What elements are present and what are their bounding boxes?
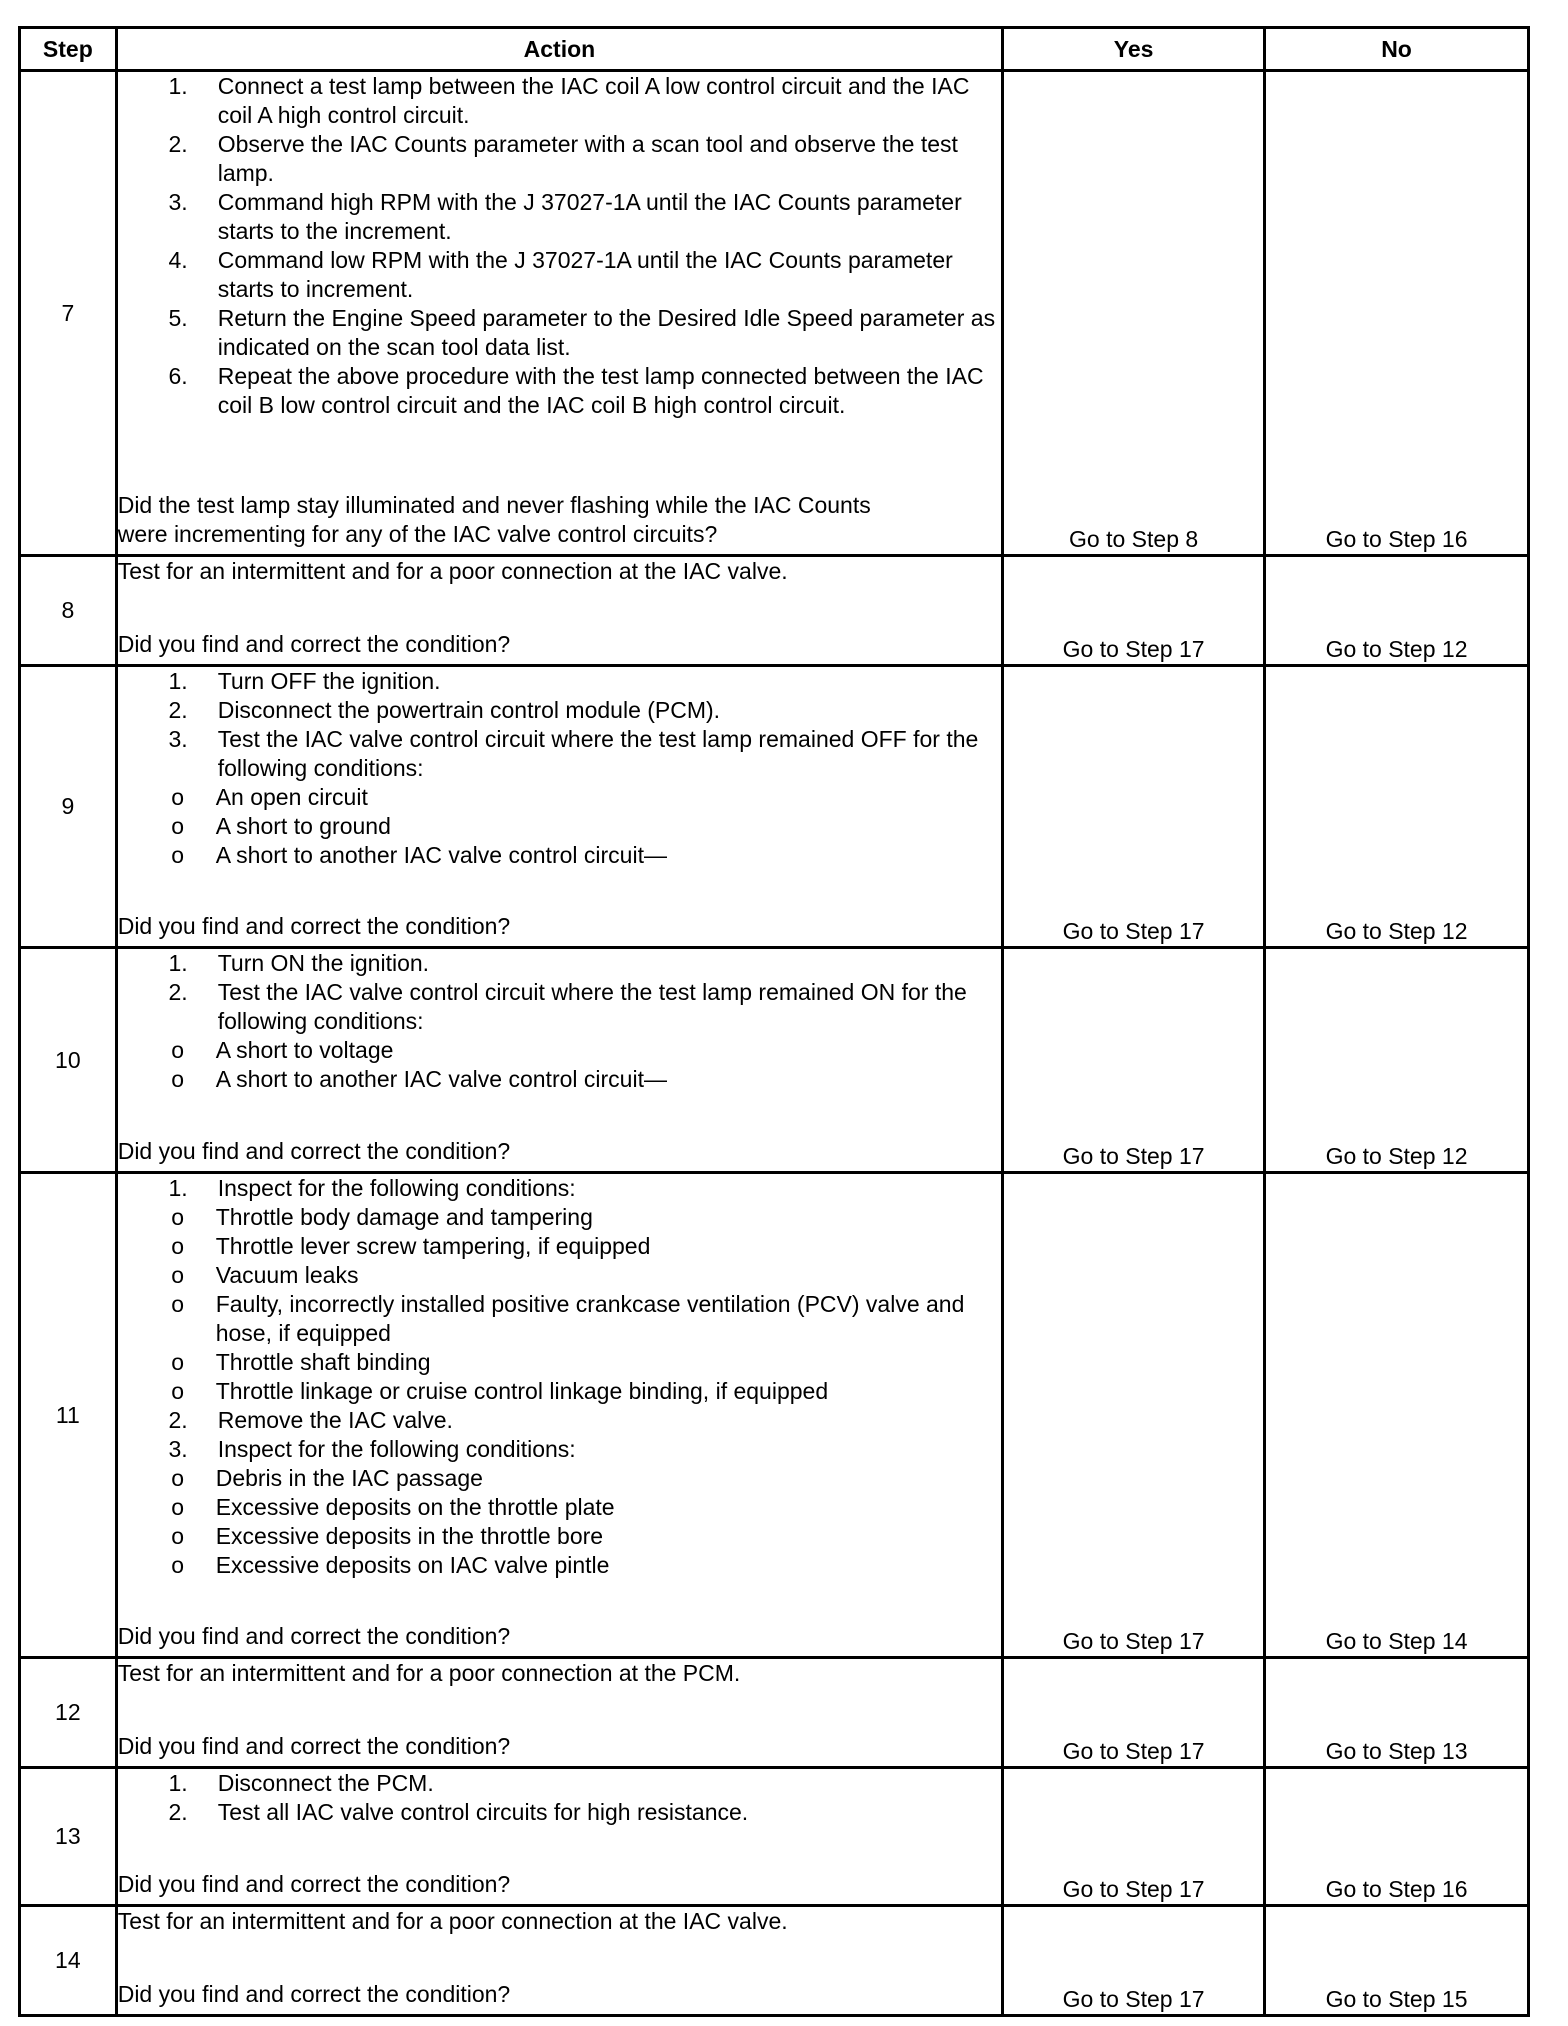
- step-number: 10: [20, 948, 117, 1173]
- condition-list: [118, 1036, 1001, 1094]
- procedure-text: Command high RPM with the J 37027-1A until the IAC Counts parameter starts to the increment.: [217, 189, 962, 244]
- question-text: Did you find and correct the condition?: [117, 1871, 511, 1897]
- question-text: Did you find and correct the condition?: [117, 1138, 511, 1164]
- condition-item: [118, 1377, 1001, 1406]
- procedure-item: [118, 667, 1001, 696]
- procedure-number: 5.: [168, 305, 188, 331]
- condition-text: Throttle shaft binding: [215, 1349, 431, 1375]
- yes-result: Go to Step 8: [1003, 71, 1265, 556]
- procedure-number: 1.: [168, 1770, 188, 1796]
- question-text: Did you find and correct the condition?: [117, 631, 511, 657]
- condition-item: [118, 1065, 1001, 1094]
- bullet-circle-icon: o: [171, 1291, 185, 1317]
- yes-result: Go to Step 17: [1003, 666, 1265, 948]
- yes-result: Go to Step 17: [1003, 1173, 1265, 1658]
- no-result: Go to Step 16: [1265, 71, 1529, 556]
- procedure-text: Repeat the above procedure with the test lamp connected between the IAC coil B low control circuit and the IAC coil B high control circuit.: [217, 363, 984, 418]
- procedure-item: [118, 1174, 1001, 1203]
- procedure-item: [118, 304, 1001, 362]
- condition-list: [118, 1203, 1001, 1406]
- bullet-circle-icon: o: [171, 1037, 185, 1063]
- table-row: [20, 1906, 1529, 2016]
- action-cell: [116, 1906, 1002, 2016]
- bullet-circle-icon: o: [171, 842, 185, 868]
- bullet-circle-icon: o: [171, 1204, 185, 1230]
- no-result: Go to Step 15: [1265, 1906, 1529, 2016]
- yes-result: Go to Step 17: [1003, 1906, 1265, 2016]
- step-number: 8: [20, 556, 117, 666]
- procedure-number: 1.: [168, 668, 188, 694]
- table-row: [20, 556, 1529, 666]
- condition-item: [118, 1522, 1001, 1551]
- no-result: Go to Step 12: [1265, 948, 1529, 1173]
- procedure-list: [118, 1769, 1001, 1827]
- no-result: Go to Step 14: [1265, 1173, 1529, 1658]
- condition-item: [118, 812, 1001, 841]
- condition-text: Excessive deposits in the throttle bore: [215, 1523, 604, 1549]
- condition-text: Throttle linkage or cruise control linkage binding, if equipped: [215, 1378, 829, 1404]
- question-text: Did you find and correct the condition?: [117, 1981, 511, 2007]
- procedure-item: [118, 1769, 1001, 1798]
- procedure-number: 1.: [168, 1175, 188, 1201]
- no-result: Go to Step 12: [1265, 666, 1529, 948]
- condition-item: [118, 1203, 1001, 1232]
- step-number: 12: [20, 1658, 117, 1768]
- condition-text: Debris in the IAC passage: [215, 1465, 483, 1491]
- bullet-circle-icon: o: [171, 1523, 185, 1549]
- procedure-item: [118, 188, 1001, 246]
- condition-text: A short to another IAC valve control circuit—: [215, 842, 667, 868]
- condition-text: A short to voltage: [215, 1037, 394, 1063]
- header-yes: Yes: [1003, 28, 1265, 71]
- condition-text: Excessive deposits on IAC valve pintle: [215, 1552, 610, 1578]
- header-no: No: [1265, 28, 1529, 71]
- bullet-circle-icon: o: [171, 1465, 185, 1491]
- table-row: [20, 1768, 1529, 1906]
- step-number: 13: [20, 1768, 117, 1906]
- action-intro: Test for an intermittent and for a poor connection at the IAC valve.: [117, 558, 788, 584]
- bullet-circle-icon: o: [171, 1552, 185, 1578]
- procedure-item: [118, 362, 1001, 420]
- action-cell: [116, 1658, 1002, 1768]
- procedure-number: 2.: [168, 1799, 188, 1825]
- condition-item: [118, 783, 1001, 812]
- bullet-circle-icon: o: [171, 1349, 185, 1375]
- yes-result: Go to Step 17: [1003, 1768, 1265, 1906]
- procedure-list: [118, 667, 1001, 870]
- procedure-text: Disconnect the PCM.: [217, 1770, 434, 1796]
- action-cell: [116, 1768, 1002, 1906]
- step-number: 7: [20, 71, 117, 556]
- condition-item: [118, 1348, 1001, 1377]
- procedure-text: Connect a test lamp between the IAC coil A low control circuit and the IAC coil A high control circuit.: [217, 73, 970, 128]
- procedure-text: Test the IAC valve control circuit where the test lamp remained OFF for the following conditions:: [217, 726, 979, 781]
- table-row: [20, 1173, 1529, 1658]
- procedure-list: [118, 1174, 1001, 1580]
- procedure-text: Command low RPM with the J 37027-1A until the IAC Counts parameter starts to increment.: [217, 247, 953, 302]
- procedure-text: Inspect for the following conditions:: [217, 1175, 576, 1201]
- procedure-text: Remove the IAC valve.: [217, 1407, 453, 1433]
- yes-result: Go to Step 17: [1003, 1658, 1265, 1768]
- procedure-text: Return the Engine Speed parameter to the Desired Idle Speed parameter as indicated on the scan tool data list.: [217, 305, 996, 360]
- step-number: 9: [20, 666, 117, 948]
- action-cell: [116, 666, 1002, 948]
- procedure-item: [118, 1406, 1001, 1435]
- procedure-number: 1.: [168, 73, 188, 99]
- table-row: [20, 948, 1529, 1173]
- condition-item: [118, 1036, 1001, 1065]
- bullet-circle-icon: o: [171, 1066, 185, 1092]
- action-cell: [116, 948, 1002, 1173]
- condition-text: A short to another IAC valve control circuit—: [215, 1066, 667, 1092]
- procedure-item: [118, 1798, 1001, 1827]
- condition-item: [118, 841, 1001, 870]
- procedure-text: Turn OFF the ignition.: [217, 668, 441, 694]
- condition-list: [118, 1464, 1001, 1580]
- bullet-circle-icon: o: [171, 1262, 185, 1288]
- procedure-number: 3.: [168, 1436, 188, 1462]
- procedure-item: [118, 130, 1001, 188]
- procedure-item: [118, 725, 1001, 783]
- step-number: 14: [20, 1906, 117, 2016]
- table-row: [20, 666, 1529, 948]
- condition-item: [118, 1290, 1001, 1348]
- question-text: Did you find and correct the condition?: [117, 913, 511, 939]
- no-result: Go to Step 12: [1265, 556, 1529, 666]
- no-result: Go to Step 16: [1265, 1768, 1529, 1906]
- procedure-number: 2.: [168, 697, 188, 723]
- procedure-number: 1.: [168, 950, 188, 976]
- header-step: Step: [20, 28, 117, 71]
- condition-text: Vacuum leaks: [215, 1262, 359, 1288]
- procedure-item: [118, 978, 1001, 1036]
- procedure-item: [118, 72, 1001, 130]
- procedure-item: [118, 246, 1001, 304]
- condition-item: [118, 1464, 1001, 1493]
- step-number: 11: [20, 1173, 117, 1658]
- condition-text: Throttle lever screw tampering, if equipped: [215, 1233, 651, 1259]
- bullet-circle-icon: o: [171, 813, 185, 839]
- condition-item: [118, 1232, 1001, 1261]
- table-row: [20, 71, 1529, 556]
- procedure-item: [118, 949, 1001, 978]
- yes-result: Go to Step 17: [1003, 948, 1265, 1173]
- table-row: [20, 1658, 1529, 1768]
- bullet-circle-icon: o: [171, 1378, 185, 1404]
- procedure-text: Observe the IAC Counts parameter with a scan tool and observe the test lamp.: [217, 131, 958, 186]
- procedure-item: [118, 696, 1001, 725]
- procedure-list: [118, 72, 1001, 420]
- action-intro: Test for an intermittent and for a poor connection at the PCM.: [117, 1660, 741, 1686]
- no-result: Go to Step 13: [1265, 1658, 1529, 1768]
- condition-list: [118, 783, 1001, 870]
- condition-item: [118, 1493, 1001, 1522]
- condition-item: [118, 1261, 1001, 1290]
- procedure-list: [118, 949, 1001, 1094]
- header-action: Action: [116, 28, 1002, 71]
- condition-text: Throttle body damage and tampering: [215, 1204, 593, 1230]
- procedure-number: 6.: [168, 363, 188, 389]
- procedure-text: Disconnect the powertrain control module (PCM).: [217, 697, 721, 723]
- header-row: [20, 28, 1529, 71]
- procedure-text: Test the IAC valve control circuit where the test lamp remained ON for the following conditions:: [217, 979, 967, 1034]
- procedure-item: [118, 1435, 1001, 1464]
- condition-item: [118, 1551, 1001, 1580]
- diagnostic-steps-table: [18, 26, 1530, 2017]
- action-cell: [116, 1173, 1002, 1658]
- bullet-circle-icon: o: [171, 784, 185, 810]
- yes-result: Go to Step 17: [1003, 556, 1265, 666]
- condition-text: Excessive deposits on the throttle plate: [215, 1494, 615, 1520]
- action-intro: Test for an intermittent and for a poor connection at the IAC valve.: [117, 1908, 788, 1934]
- procedure-text: Inspect for the following conditions:: [217, 1436, 576, 1462]
- action-cell: [116, 556, 1002, 666]
- condition-text: An open circuit: [215, 784, 368, 810]
- procedure-text: Turn ON the ignition.: [217, 950, 430, 976]
- procedure-number: 2.: [168, 1407, 188, 1433]
- action-cell: [116, 71, 1002, 556]
- procedure-number: 4.: [168, 247, 188, 273]
- procedure-number: 3.: [168, 189, 188, 215]
- procedure-number: 2.: [168, 979, 188, 1005]
- bullet-circle-icon: o: [171, 1233, 185, 1259]
- condition-text: Faulty, incorrectly installed positive crankcase ventilation (PCV) valve and hose, if equipped: [215, 1291, 965, 1346]
- procedure-number: 3.: [168, 726, 188, 752]
- condition-text: A short to ground: [215, 813, 391, 839]
- procedure-text: Test all IAC valve control circuits for high resistance.: [217, 1799, 749, 1825]
- question-text: Did you find and correct the condition?: [117, 1733, 511, 1759]
- procedure-number: 2.: [168, 131, 188, 157]
- bullet-circle-icon: o: [171, 1494, 185, 1520]
- question-text: Did you find and correct the condition?: [117, 1623, 511, 1649]
- question-text: Did the test lamp stay illuminated and never flashing while the IAC Counts were incrementing for any of the IAC valve control circuits?: [117, 492, 871, 547]
